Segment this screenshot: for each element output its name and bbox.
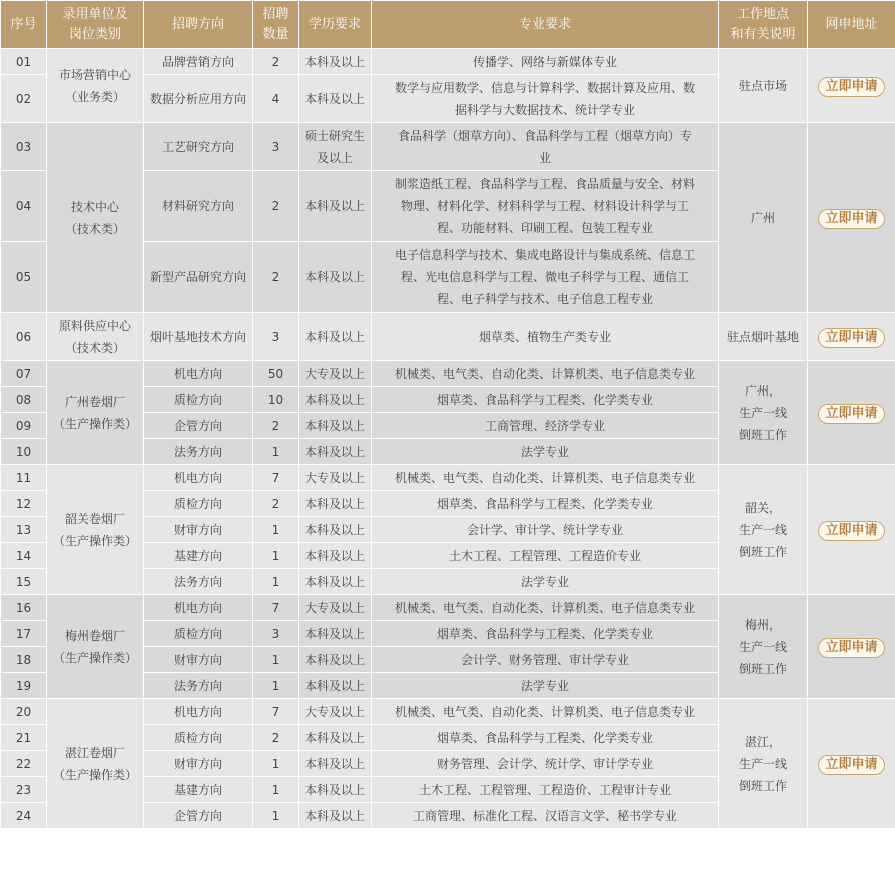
cell-unit: 原料供应中心 （技术类） bbox=[47, 313, 143, 360]
cell-education: 本科及以上 bbox=[299, 49, 371, 74]
cell-education: 本科及以上 bbox=[299, 413, 371, 438]
table-row bbox=[1, 361, 895, 386]
cell-major: 烟草类、食品科学与工程类、化学类专业 bbox=[372, 387, 718, 412]
cell-count: 1 bbox=[253, 439, 298, 464]
cell-education: 大专及以上 bbox=[299, 595, 371, 620]
cell-direction: 基建方向 bbox=[144, 543, 252, 568]
cell-direction: 数据分析应用方向 bbox=[144, 75, 252, 122]
cell-location: 湛江， 生产一线 倒班工作 bbox=[719, 699, 807, 828]
cell-direction: 法务方向 bbox=[144, 439, 252, 464]
cell-count: 2 bbox=[253, 491, 298, 516]
header-apply: 网申地址 bbox=[808, 1, 895, 48]
cell-direction: 基建方向 bbox=[144, 777, 252, 802]
cell-count: 3 bbox=[253, 313, 298, 360]
cell-major: 制浆造纸工程、食品科学与工程、食品质量与安全、材料物理、材料化学、材料科学与工程、材料设计科学与工程、功能材料、印刷工程、包装工程专业 bbox=[372, 171, 718, 241]
cell-unit: 技术中心 （技术类） bbox=[47, 123, 143, 312]
cell-major: 烟草类、食品科学与工程类、化学类专业 bbox=[372, 491, 718, 516]
header-location: 工作地点 和有关说明 bbox=[719, 1, 807, 48]
cell-unit: 广州卷烟厂 （生产操作类） bbox=[47, 361, 143, 464]
cell-major: 机械类、电气类、自动化类、计算机类、电子信息类专业 bbox=[372, 465, 718, 490]
cell-unit: 湛江卷烟厂 （生产操作类） bbox=[47, 699, 143, 828]
apply-button[interactable]: 立即申请 bbox=[818, 638, 884, 658]
cell-education: 大专及以上 bbox=[299, 465, 371, 490]
cell-education: 本科及以上 bbox=[299, 171, 371, 241]
cell-location: 韶关， 生产一线 倒班工作 bbox=[719, 465, 807, 594]
cell-education: 本科及以上 bbox=[299, 751, 371, 776]
cell-count: 7 bbox=[253, 595, 298, 620]
cell-education: 本科及以上 bbox=[299, 517, 371, 542]
cell-major: 土木工程、工程管理、工程造价、工程审计专业 bbox=[372, 777, 718, 802]
cell-direction: 机电方向 bbox=[144, 699, 252, 724]
header-education: 学历要求 bbox=[299, 1, 371, 48]
cell-education: 大专及以上 bbox=[299, 361, 371, 386]
cell-apply bbox=[808, 595, 895, 698]
cell-count: 50 bbox=[253, 361, 298, 386]
cell-major: 工商管理、经济学专业 bbox=[372, 413, 718, 438]
cell-major: 工商管理、标准化工程、汉语言文学、秘书学专业 bbox=[372, 803, 718, 828]
cell-seq: 09 bbox=[1, 413, 46, 438]
cell-major: 烟草类、植物生产类专业 bbox=[372, 313, 718, 360]
cell-apply bbox=[808, 699, 895, 828]
cell-major: 烟草类、食品科学与工程类、化学类专业 bbox=[372, 621, 718, 646]
cell-education: 大专及以上 bbox=[299, 699, 371, 724]
cell-education: 本科及以上 bbox=[299, 543, 371, 568]
table-row bbox=[1, 699, 895, 724]
cell-location: 驻点市场 bbox=[719, 49, 807, 122]
cell-direction: 质检方向 bbox=[144, 725, 252, 750]
cell-direction: 企管方向 bbox=[144, 413, 252, 438]
cell-direction: 工艺研究方向 bbox=[144, 123, 252, 170]
cell-seq: 12 bbox=[1, 491, 46, 516]
cell-count: 2 bbox=[253, 171, 298, 241]
cell-seq: 20 bbox=[1, 699, 46, 724]
cell-major: 数学与应用数学、信息与计算科学、数据计算及应用、数据科学与大数据技术、统计学专业 bbox=[372, 75, 718, 122]
cell-apply bbox=[808, 313, 895, 360]
cell-education: 本科及以上 bbox=[299, 777, 371, 802]
cell-education: 硕士研究生及以上 bbox=[299, 123, 371, 170]
cell-major: 传播学、网络与新媒体专业 bbox=[372, 49, 718, 74]
cell-major: 烟草类、食品科学与工程类、化学类专业 bbox=[372, 725, 718, 750]
cell-seq: 05 bbox=[1, 242, 46, 312]
cell-count: 1 bbox=[253, 673, 298, 698]
cell-seq: 22 bbox=[1, 751, 46, 776]
cell-count: 2 bbox=[253, 725, 298, 750]
cell-seq: 23 bbox=[1, 777, 46, 802]
cell-seq: 11 bbox=[1, 465, 46, 490]
cell-apply bbox=[808, 49, 895, 122]
cell-direction: 品牌营销方向 bbox=[144, 49, 252, 74]
cell-seq: 01 bbox=[1, 49, 46, 74]
cell-seq: 08 bbox=[1, 387, 46, 412]
cell-seq: 17 bbox=[1, 621, 46, 646]
cell-major: 机械类、电气类、自动化类、计算机类、电子信息类专业 bbox=[372, 595, 718, 620]
apply-button[interactable]: 立即申请 bbox=[818, 77, 884, 97]
cell-count: 1 bbox=[253, 569, 298, 594]
cell-direction: 质检方向 bbox=[144, 621, 252, 646]
cell-education: 本科及以上 bbox=[299, 242, 371, 312]
cell-education: 本科及以上 bbox=[299, 569, 371, 594]
header-row bbox=[1, 1, 895, 48]
cell-apply bbox=[808, 123, 895, 312]
cell-direction: 机电方向 bbox=[144, 465, 252, 490]
cell-major: 法学专业 bbox=[372, 439, 718, 464]
cell-count: 2 bbox=[253, 413, 298, 438]
cell-seq: 21 bbox=[1, 725, 46, 750]
cell-seq: 14 bbox=[1, 543, 46, 568]
cell-education: 本科及以上 bbox=[299, 803, 371, 828]
cell-count: 7 bbox=[253, 465, 298, 490]
cell-count: 3 bbox=[253, 621, 298, 646]
cell-seq: 03 bbox=[1, 123, 46, 170]
apply-button[interactable]: 立即申请 bbox=[818, 328, 884, 348]
apply-button[interactable]: 立即申请 bbox=[818, 404, 884, 424]
header-count: 招聘 数量 bbox=[253, 1, 298, 48]
cell-major: 会计学、审计学、统计学专业 bbox=[372, 517, 718, 542]
cell-location: 梅州， 生产一线 倒班工作 bbox=[719, 595, 807, 698]
cell-direction: 新型产品研究方向 bbox=[144, 242, 252, 312]
cell-count: 7 bbox=[253, 699, 298, 724]
cell-education: 本科及以上 bbox=[299, 491, 371, 516]
cell-direction: 质检方向 bbox=[144, 387, 252, 412]
cell-unit: 市场营销中心 （业务类） bbox=[47, 49, 143, 122]
cell-education: 本科及以上 bbox=[299, 387, 371, 412]
cell-location: 广州， 生产一线 倒班工作 bbox=[719, 361, 807, 464]
apply-button[interactable]: 立即申请 bbox=[818, 209, 884, 229]
cell-seq: 19 bbox=[1, 673, 46, 698]
cell-count: 3 bbox=[253, 123, 298, 170]
cell-seq: 13 bbox=[1, 517, 46, 542]
cell-direction: 机电方向 bbox=[144, 595, 252, 620]
cell-education: 本科及以上 bbox=[299, 439, 371, 464]
cell-direction: 机电方向 bbox=[144, 361, 252, 386]
cell-major: 食品科学（烟草方向）、食品科学与工程（烟草方向）专业 bbox=[372, 123, 718, 170]
cell-education: 本科及以上 bbox=[299, 647, 371, 672]
header-seq: 序号 bbox=[1, 1, 46, 48]
table-row bbox=[1, 49, 895, 74]
cell-direction: 企管方向 bbox=[144, 803, 252, 828]
cell-count: 4 bbox=[253, 75, 298, 122]
cell-unit: 韶关卷烟厂 （生产操作类） bbox=[47, 465, 143, 594]
cell-major: 机械类、电气类、自动化类、计算机类、电子信息类专业 bbox=[372, 361, 718, 386]
cell-education: 本科及以上 bbox=[299, 673, 371, 698]
cell-education: 本科及以上 bbox=[299, 725, 371, 750]
cell-seq: 15 bbox=[1, 569, 46, 594]
cell-major: 电子信息科学与技术、集成电路设计与集成系统、信息工程、光电信息科学与工程、微电子科学与工程、通信工程、电子科学与技术、电子信息工程专业 bbox=[372, 242, 718, 312]
cell-major: 财务管理、会计学、统计学、审计学专业 bbox=[372, 751, 718, 776]
cell-count: 1 bbox=[253, 751, 298, 776]
cell-direction: 质检方向 bbox=[144, 491, 252, 516]
cell-seq: 06 bbox=[1, 313, 46, 360]
cell-count: 10 bbox=[253, 387, 298, 412]
cell-direction: 财审方向 bbox=[144, 517, 252, 542]
cell-unit: 梅州卷烟厂 （生产操作类） bbox=[47, 595, 143, 698]
cell-location: 驻点烟叶基地 bbox=[719, 313, 807, 360]
cell-count: 1 bbox=[253, 517, 298, 542]
cell-apply bbox=[808, 465, 895, 594]
cell-count: 1 bbox=[253, 647, 298, 672]
table-row bbox=[1, 313, 895, 360]
cell-seq: 07 bbox=[1, 361, 46, 386]
cell-education: 本科及以上 bbox=[299, 621, 371, 646]
cell-direction: 材料研究方向 bbox=[144, 171, 252, 241]
cell-major: 法学专业 bbox=[372, 673, 718, 698]
cell-major: 法学专业 bbox=[372, 569, 718, 594]
header-direction: 招聘方向 bbox=[144, 1, 252, 48]
cell-major: 土木工程、工程管理、工程造价专业 bbox=[372, 543, 718, 568]
cell-direction: 法务方向 bbox=[144, 673, 252, 698]
table-row bbox=[1, 123, 895, 170]
table-row bbox=[1, 595, 895, 620]
cell-count: 1 bbox=[253, 543, 298, 568]
apply-button[interactable]: 立即申请 bbox=[818, 755, 884, 775]
cell-education: 本科及以上 bbox=[299, 313, 371, 360]
header-unit: 录用单位及 岗位类别 bbox=[47, 1, 143, 48]
cell-direction: 烟叶基地技术方向 bbox=[144, 313, 252, 360]
cell-seq: 02 bbox=[1, 75, 46, 122]
cell-major: 会计学、财务管理、审计学专业 bbox=[372, 647, 718, 672]
cell-seq: 18 bbox=[1, 647, 46, 672]
table-row bbox=[1, 465, 895, 490]
header-major: 专业要求 bbox=[372, 1, 718, 48]
apply-button[interactable]: 立即申请 bbox=[818, 521, 884, 541]
cell-count: 2 bbox=[253, 49, 298, 74]
cell-seq: 04 bbox=[1, 171, 46, 241]
cell-seq: 24 bbox=[1, 803, 46, 828]
cell-location: 广州 bbox=[719, 123, 807, 312]
cell-count: 1 bbox=[253, 777, 298, 802]
cell-count: 1 bbox=[253, 803, 298, 828]
cell-count: 2 bbox=[253, 242, 298, 312]
cell-direction: 财审方向 bbox=[144, 751, 252, 776]
cell-seq: 16 bbox=[1, 595, 46, 620]
cell-direction: 法务方向 bbox=[144, 569, 252, 594]
cell-direction: 财审方向 bbox=[144, 647, 252, 672]
cell-major: 机械类、电气类、自动化类、计算机类、电子信息类专业 bbox=[372, 699, 718, 724]
cell-seq: 10 bbox=[1, 439, 46, 464]
cell-education: 本科及以上 bbox=[299, 75, 371, 122]
cell-apply bbox=[808, 361, 895, 464]
